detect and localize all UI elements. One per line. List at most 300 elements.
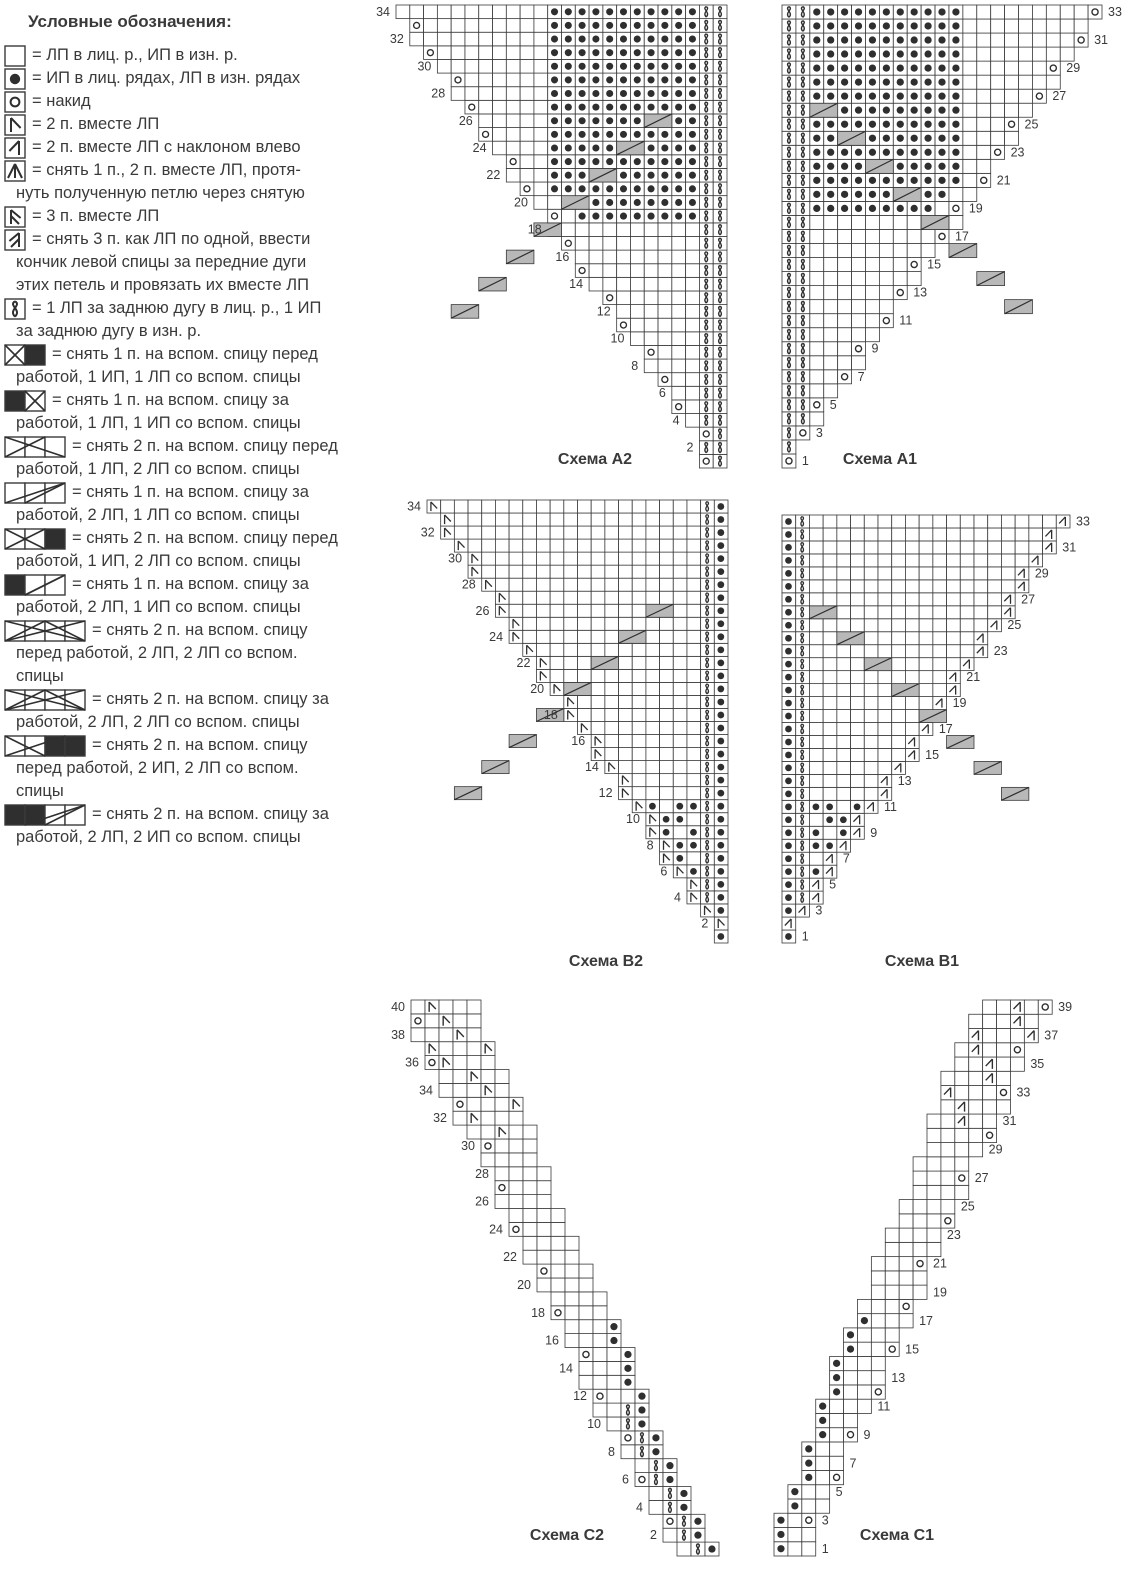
chart-cell — [523, 526, 537, 539]
chart-cell — [837, 567, 851, 580]
chart-cell — [658, 291, 672, 305]
chart-cell — [823, 761, 837, 774]
chart-cell — [927, 1171, 941, 1185]
chart-cell — [851, 619, 865, 632]
chart-cell — [646, 708, 660, 721]
row-number: 11 — [884, 799, 897, 814]
chart-cell — [919, 619, 933, 632]
chart-cell — [479, 32, 493, 46]
chart-cell — [864, 723, 878, 736]
chart-cell — [454, 526, 468, 539]
chart-cell — [907, 215, 921, 229]
chart-cell — [837, 528, 851, 541]
chart-cell — [977, 75, 991, 89]
chart-cell — [578, 591, 592, 604]
chart-cell — [506, 87, 520, 101]
row-number: 15 — [925, 747, 940, 762]
chart-cell — [509, 630, 523, 643]
chart-cell — [927, 1214, 941, 1228]
chart-cell — [591, 708, 605, 721]
chart-cell — [619, 591, 633, 604]
chart-cell — [837, 800, 851, 813]
chart-cell — [621, 1389, 635, 1403]
chart-cell — [913, 1285, 927, 1299]
chart-cell — [495, 539, 509, 552]
chart-cell — [810, 384, 824, 398]
chart-cell — [605, 630, 619, 643]
chart-cell — [823, 852, 837, 865]
chart-cell — [644, 291, 658, 305]
chart-cell — [960, 580, 974, 593]
chart-cell — [851, 813, 865, 826]
chart-cell — [551, 1250, 565, 1264]
row-number: 12 — [573, 1389, 587, 1404]
chart-cell — [509, 526, 523, 539]
chart-cell — [605, 578, 619, 591]
chart-cell — [495, 1070, 509, 1084]
chart-cell — [955, 1086, 969, 1100]
chart-cell — [509, 604, 523, 617]
chart-cell — [913, 1271, 927, 1285]
chart-cell — [536, 552, 550, 565]
chart-cell — [947, 515, 961, 528]
chart-cell — [646, 669, 660, 682]
chart-cell — [425, 1000, 439, 1014]
chart-cell — [536, 669, 550, 682]
chart-cell — [453, 1042, 467, 1056]
chart-cell — [453, 1000, 467, 1014]
chart-cell — [562, 209, 576, 223]
row-number: 32 — [420, 525, 435, 540]
chart-cell — [632, 800, 646, 813]
chart-cell — [864, 619, 878, 632]
chart-cell — [893, 272, 907, 286]
chart-cell — [947, 658, 961, 671]
chart-cell — [969, 1128, 983, 1142]
chart-cell — [907, 258, 921, 272]
row-number: 10 — [610, 331, 625, 346]
chart-cell — [963, 19, 977, 33]
chart-cell — [439, 1028, 453, 1042]
chart-cell — [919, 632, 933, 645]
chart-cell — [919, 541, 933, 554]
chart-cell — [851, 554, 865, 567]
chart-cell — [1005, 5, 1019, 19]
chart-cell — [935, 229, 949, 243]
row-number: 9 — [870, 825, 878, 840]
chart-cell — [465, 46, 479, 60]
legend-text: = снять 1 п. на вспом. спицу за — [52, 391, 289, 409]
chart-cell — [646, 591, 660, 604]
chart-cell — [991, 47, 1005, 61]
chart-cell — [864, 567, 878, 580]
chart-cell — [687, 852, 701, 865]
chart-cell — [509, 552, 523, 565]
chart-cell — [687, 748, 701, 761]
chart-cell — [479, 19, 493, 33]
chart-cell — [802, 1485, 816, 1499]
chart-cell — [578, 565, 592, 578]
chart-cell — [617, 277, 631, 291]
chart-cell — [482, 500, 496, 513]
chart-cell — [509, 500, 523, 513]
chart-cell — [810, 342, 824, 356]
chart-cell — [837, 761, 851, 774]
chart-cell — [660, 748, 674, 761]
chart-cell — [482, 539, 496, 552]
row-number: 9 — [863, 1427, 871, 1442]
row-number: 26 — [475, 603, 490, 618]
chart-cell — [603, 264, 617, 278]
chart-cell — [534, 59, 548, 73]
chart-cell — [969, 1057, 983, 1071]
legend-text: = ЛП в лиц. р., ИП в изн. р. — [32, 46, 238, 64]
chart-cell — [1032, 33, 1046, 47]
chart-cell — [468, 500, 482, 513]
chart-cell — [672, 345, 686, 359]
row-number: 14 — [559, 1361, 573, 1376]
chart-cell — [687, 708, 701, 721]
row-number: 29 — [1034, 566, 1049, 581]
chart-cell — [644, 264, 658, 278]
chart-cell — [1060, 33, 1074, 47]
chart-cell — [988, 528, 1002, 541]
chart-cell — [465, 32, 479, 46]
chart-cell — [879, 272, 893, 286]
chart-cell — [467, 1097, 481, 1111]
chart-cell — [632, 526, 646, 539]
chart-cell — [838, 370, 852, 384]
chart-cell — [646, 513, 660, 526]
row-number: 13 — [913, 285, 928, 300]
chart-cell — [960, 632, 974, 645]
chart-cell — [892, 541, 906, 554]
chart-cell — [879, 258, 893, 272]
row-number: 39 — [1058, 1000, 1073, 1015]
chart-cell — [451, 59, 465, 73]
legend-text: перед работой, 2 ИП, 2 ЛП со вспом. — [16, 759, 299, 777]
chart-cell — [453, 1028, 467, 1042]
chart-cell — [816, 1485, 830, 1499]
row-number: 27 — [1052, 89, 1067, 104]
chart-title: Схема A1 — [842, 451, 918, 468]
chart-cell — [885, 1342, 899, 1356]
chart-cell — [1024, 1000, 1038, 1014]
chart-cell — [630, 318, 644, 332]
chart-cell — [919, 593, 933, 606]
chart-cell — [617, 305, 631, 319]
chart-cell — [830, 1470, 844, 1484]
row-number: 17 — [954, 229, 969, 244]
chart-cell — [579, 1264, 593, 1278]
chart-cell — [607, 1375, 621, 1389]
chart-cell — [579, 1375, 593, 1389]
chart-cell — [520, 87, 534, 101]
chart-cell — [1015, 554, 1029, 567]
chart-cell — [605, 735, 619, 748]
chart-cell — [465, 87, 479, 101]
chart-cell — [465, 73, 479, 87]
chart-cell — [523, 591, 537, 604]
chart-cell — [837, 735, 851, 748]
chart-cell — [1019, 103, 1033, 117]
row-number: 24 — [489, 629, 504, 644]
chart-cell — [864, 593, 878, 606]
chart-cell — [837, 787, 851, 800]
chart-cell — [1032, 61, 1046, 75]
chart-cell — [809, 671, 823, 684]
chart-cell — [905, 748, 919, 761]
chart-cell — [851, 606, 865, 619]
chart-cell — [479, 128, 493, 142]
chart-cell — [481, 1042, 495, 1056]
chart-cell — [905, 710, 919, 723]
chart-cell — [988, 515, 1002, 528]
chart-cell — [905, 645, 919, 658]
chart-cell — [1005, 117, 1019, 131]
chart-cell — [991, 19, 1005, 33]
chart-cell — [857, 1299, 871, 1313]
chart-cell — [481, 1083, 495, 1097]
chart-cell — [564, 604, 578, 617]
chart-cell — [619, 617, 633, 630]
chart-cell — [465, 59, 479, 73]
chart-cell — [495, 1111, 509, 1125]
chart-cell — [913, 1171, 927, 1185]
chart-cell — [893, 286, 907, 300]
chart-cell — [1005, 103, 1019, 117]
chart-cell — [591, 617, 605, 630]
chart-cell — [441, 513, 455, 526]
row-number: 16 — [555, 249, 570, 264]
chart-cell — [988, 593, 1002, 606]
chart-cell — [520, 46, 534, 60]
chart-cell — [579, 1348, 593, 1362]
chart-cell — [589, 223, 603, 237]
chart-cell — [852, 229, 866, 243]
chart-cell — [1005, 19, 1019, 33]
chart-cell — [534, 46, 548, 60]
chart-cell — [564, 552, 578, 565]
legend-text: работой, 2 ЛП, 2 ЛП со вспом. спицы — [16, 713, 300, 731]
chart-cell — [960, 619, 974, 632]
chart-cell — [983, 1043, 997, 1057]
chart-cell — [630, 305, 644, 319]
chart-cell — [687, 735, 701, 748]
chart-cell — [892, 593, 906, 606]
chart-cell — [947, 632, 961, 645]
chart-cell — [660, 669, 674, 682]
chart-cell — [607, 1348, 621, 1362]
chart-cell — [467, 1056, 481, 1070]
chart-cell — [520, 5, 534, 19]
chart-cell — [565, 1306, 579, 1320]
row-number: 35 — [1030, 1057, 1045, 1072]
row-number: 8 — [646, 838, 654, 853]
chart-cell — [852, 342, 866, 356]
chart-cell — [1010, 1014, 1024, 1028]
legend-text: = снять 1 п., 2 п. вместе ЛП, протя- — [32, 161, 301, 179]
chart-cell — [871, 1371, 885, 1385]
chart-cell — [439, 1042, 453, 1056]
chart-cell — [605, 565, 619, 578]
chart-cell — [892, 735, 906, 748]
chart-cell — [520, 141, 534, 155]
chart-cell — [536, 565, 550, 578]
row-number: 7 — [842, 851, 850, 866]
chart-cell — [893, 215, 907, 229]
chart-cell — [646, 813, 660, 826]
chart-cell — [632, 617, 646, 630]
chart-cell — [907, 229, 921, 243]
chart-cell — [536, 513, 550, 526]
chart-cell — [465, 5, 479, 19]
chart-cell — [564, 513, 578, 526]
chart-cell — [660, 500, 674, 513]
chart-cell — [591, 526, 605, 539]
chart-cell — [878, 723, 892, 736]
chart-cell — [1010, 1000, 1024, 1014]
chart-cell — [589, 264, 603, 278]
chart-cell — [974, 580, 988, 593]
chart-cell — [699, 427, 713, 441]
chart-cell — [509, 591, 523, 604]
chart-cell — [396, 5, 410, 19]
chart-cell — [851, 697, 865, 710]
chart-cell — [852, 314, 866, 328]
chart-cell — [969, 1014, 983, 1028]
legend-text: перед работой, 2 ЛП, 2 ЛП со вспом. — [16, 644, 298, 662]
chart-cell — [879, 314, 893, 328]
chart-cell — [687, 539, 701, 552]
chart-cell — [493, 73, 507, 87]
chart-cell — [824, 342, 838, 356]
chart-cell — [593, 1389, 607, 1403]
row-number: 24 — [489, 1222, 503, 1237]
chart-cell — [960, 515, 974, 528]
chart-cell — [878, 632, 892, 645]
row-number: 6 — [658, 386, 666, 401]
chart-cell — [493, 128, 507, 142]
chart-cell — [591, 722, 605, 735]
chart-cell — [506, 168, 520, 182]
chart-cell — [977, 103, 991, 117]
chart-cell — [537, 1278, 551, 1292]
chart-cell — [899, 1314, 913, 1328]
chart-cell — [591, 513, 605, 526]
chart-cell — [809, 891, 823, 904]
chart-cell — [646, 643, 660, 656]
chart-cell — [927, 1128, 941, 1142]
chart-cell — [809, 723, 823, 736]
chart-cell — [865, 328, 879, 342]
legend-text: = снять 1 п. на вспом. спицу за — [72, 575, 309, 593]
chart-cell — [660, 800, 674, 813]
chart-cell — [974, 567, 988, 580]
chart-cell — [451, 32, 465, 46]
chart-cell — [969, 1086, 983, 1100]
chart-cell — [523, 1167, 537, 1181]
chart-cell — [551, 1222, 565, 1236]
chart-cell — [410, 19, 424, 33]
chart-cell — [603, 291, 617, 305]
chart-cell — [619, 722, 633, 735]
chart-cell — [810, 314, 824, 328]
chart-cell — [1005, 75, 1019, 89]
chart-cell — [844, 1428, 858, 1442]
chart-cell — [565, 1320, 579, 1334]
chart-cell — [660, 852, 674, 865]
chart-cell — [809, 658, 823, 671]
chart-cell — [927, 1157, 941, 1171]
chart-title: Схема B1 — [884, 953, 960, 970]
chart-cell — [885, 1242, 899, 1256]
chart-cell — [963, 103, 977, 117]
chart-cell — [809, 554, 823, 567]
chart-cell — [816, 1442, 830, 1456]
chart-cell — [824, 244, 838, 258]
chart-cell — [960, 645, 974, 658]
chart-cell — [997, 1029, 1011, 1043]
row-number: 22 — [503, 1250, 517, 1265]
chart-cell — [686, 373, 700, 387]
chart-cell — [564, 669, 578, 682]
chart-cell — [1015, 541, 1029, 554]
chart-cell — [593, 1403, 607, 1417]
chart-cell — [949, 201, 963, 215]
chart-cell — [467, 1042, 481, 1056]
chart-cell — [673, 552, 687, 565]
chart-cell — [536, 500, 550, 513]
chart-cell — [605, 552, 619, 565]
chart-cell — [837, 774, 851, 787]
chart-cell — [871, 1271, 885, 1285]
chart-cell — [857, 1328, 871, 1342]
chart-cell — [899, 1242, 913, 1256]
chart-cell — [603, 277, 617, 291]
chart-cell — [575, 237, 589, 251]
chart-cell — [885, 1314, 899, 1328]
chart-cell — [955, 1043, 969, 1057]
row-number: 20 — [530, 681, 545, 696]
chart-cell — [941, 1200, 955, 1214]
row-number: 30 — [448, 551, 463, 566]
chart-cell — [851, 515, 865, 528]
chart-cell — [534, 114, 548, 128]
chart-cell — [523, 513, 537, 526]
chart-cell — [534, 128, 548, 142]
chart-cell — [878, 774, 892, 787]
chart-cell — [646, 552, 660, 565]
chart-cell — [830, 1413, 844, 1427]
chart-cell — [537, 1222, 551, 1236]
chart-cell — [495, 552, 509, 565]
chart-cell — [837, 580, 851, 593]
legend-text: работой, 2 ЛП, 1 ИП со вспом. спицы — [16, 598, 301, 616]
chart-cell — [591, 565, 605, 578]
chart-cell — [520, 182, 534, 196]
chart-cell — [411, 1014, 425, 1028]
row-number: 18 — [543, 707, 558, 722]
chart-cell — [844, 1371, 858, 1385]
chart-cell — [686, 332, 700, 346]
chart-cell — [605, 708, 619, 721]
chart-cell — [851, 787, 865, 800]
chart-cell — [439, 1000, 453, 1014]
chart-cell — [1043, 541, 1057, 554]
chart-cell — [921, 229, 935, 243]
chart-cell — [933, 515, 947, 528]
